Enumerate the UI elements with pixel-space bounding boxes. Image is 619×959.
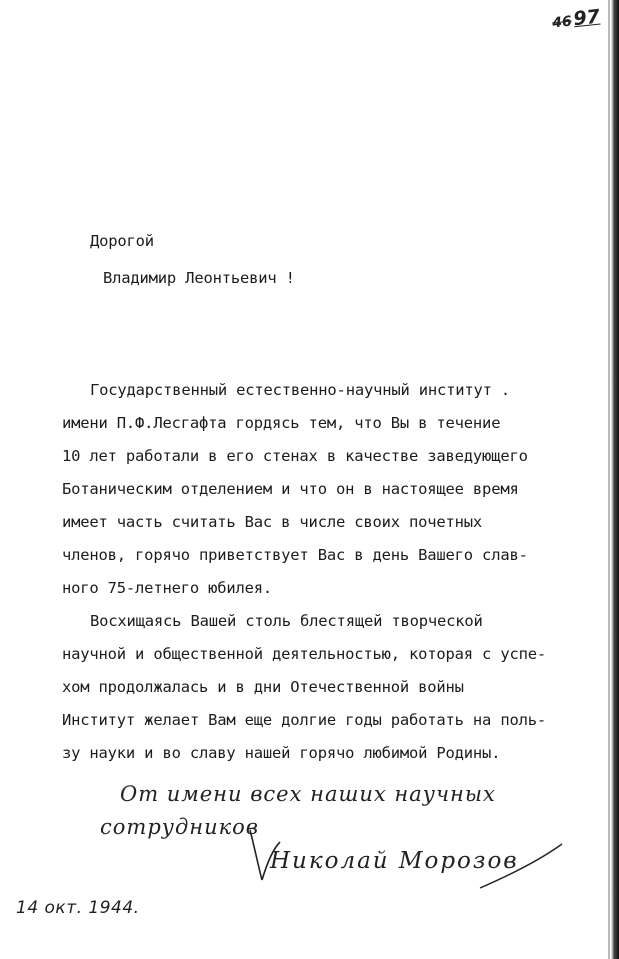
body-line: хом продолжалась и в дни Отечественной войны	[62, 678, 464, 696]
body-line: научной и общественной деятельностью, которая с успе-	[62, 645, 546, 663]
body-line: имеет часть считать Вас в числе своих почетных	[62, 513, 483, 531]
body-line: Ботаническим отделением и что он в настоящее время	[62, 480, 519, 498]
body-line: Государственный естественно-научный институт .	[90, 381, 511, 399]
greeting-line-2: Владимир Леонтьевич !	[103, 269, 295, 287]
body-line: имени П.Ф.Лесгафта гордясь тем, что Вы в течение	[62, 414, 501, 432]
handwritten-line-2: сотрудников	[100, 815, 260, 839]
handwritten-line-1: От имени всех наших научных	[120, 782, 496, 806]
body-line: членов, горячо приветствует Вас в день Вашего слав-	[62, 546, 528, 564]
archive-number-new: 97	[572, 5, 601, 31]
signature: Николай Морозов	[270, 848, 519, 874]
greeting-line-1: Дорогой	[90, 232, 154, 250]
body-line: ного 75-летнего юбилея.	[62, 579, 273, 597]
body-line: зу науки и во славу нашей горячо любимой Родины.	[62, 744, 501, 762]
archive-number-old: 46	[551, 13, 573, 32]
body-line: 10 лет работали в его стенах в качестве заведующего	[62, 447, 528, 465]
signature-flourish	[240, 820, 570, 900]
handwritten-date: 14 окт. 1944.	[16, 898, 140, 918]
body-line: Институт желает Вам еще долгие годы работать на поль-	[62, 711, 546, 729]
page-edge-shadow	[611, 0, 619, 959]
page-edge-line	[608, 0, 610, 959]
body-line: Восхищаясь Вашей столь блестящей творческой	[90, 612, 483, 630]
archive-page-number	[551, 6, 601, 33]
